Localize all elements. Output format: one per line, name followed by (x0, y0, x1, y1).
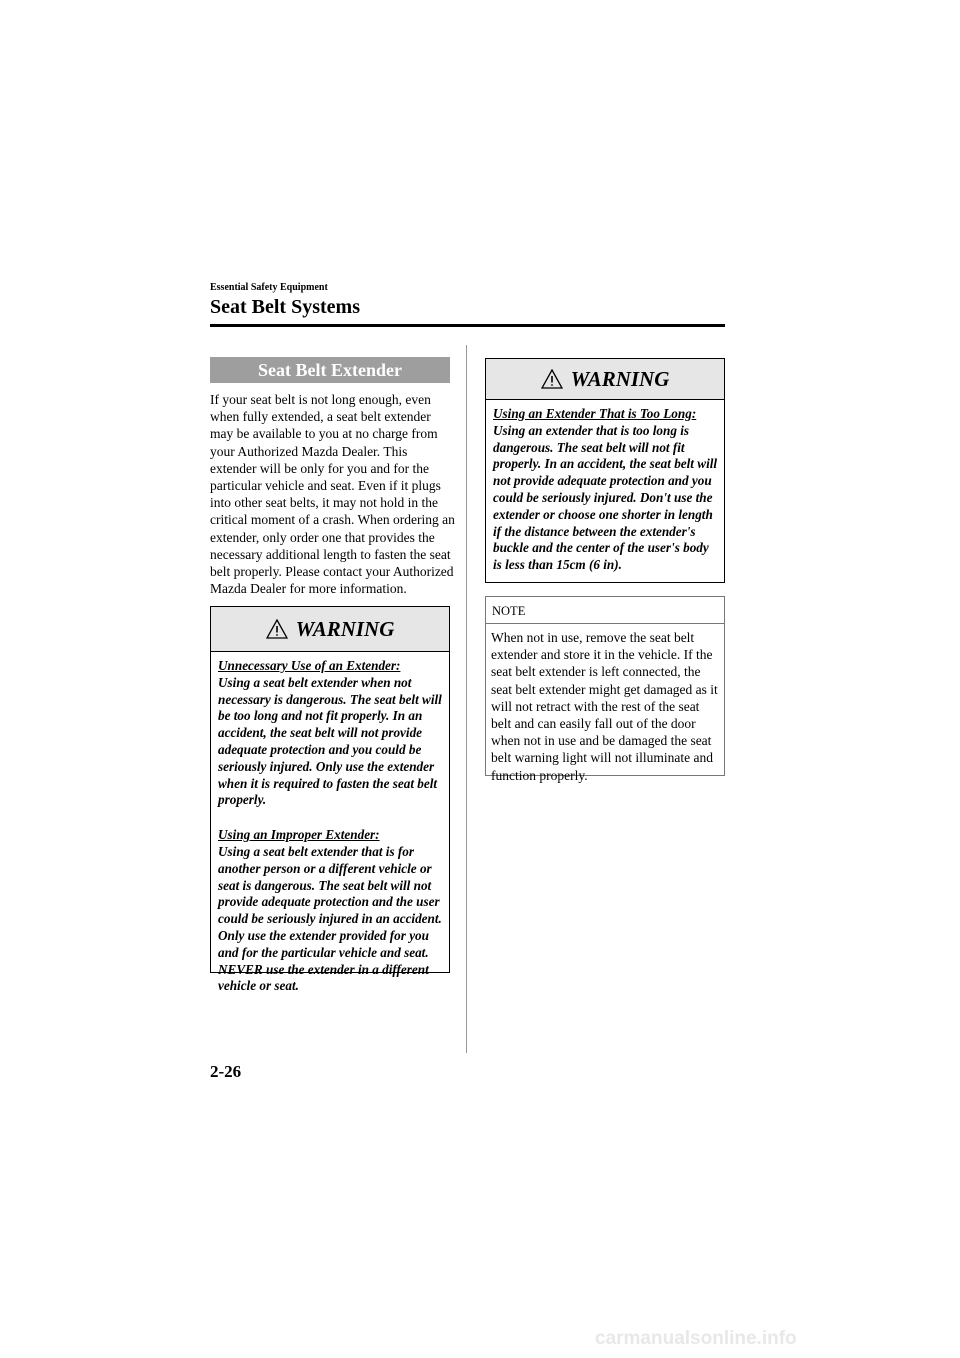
warning-box-extender-use (210, 606, 450, 994)
warning-heading: WARNING (295, 616, 395, 641)
note-box (485, 596, 725, 783)
warning-item-title: Using an Extender That is Too Long: (493, 406, 697, 421)
warning-body (486, 400, 724, 580)
warning-body (211, 652, 449, 1001)
warning-header (211, 607, 449, 652)
header-rule (210, 324, 725, 327)
watermark: carmanualsonline.info (595, 1328, 797, 1349)
warning-item-title: Using an Improper Extender: (218, 827, 380, 843)
warning-triangle-icon (541, 369, 563, 389)
warning-box-extender-too-long (485, 358, 725, 583)
warning-heading: WARNING (570, 366, 670, 391)
warning-triangle-icon (266, 619, 288, 639)
warning-item-text: Using a seat belt extender that is for another person or a different vehicle or seat is dangerous. The seat belt will not provide adequate protection and the user could be seriously injured in an accident. Only use the extender provided for you and for the particular vehicle and seat. NEVER use the extender in a different vehicle or seat. (218, 843, 442, 994)
page-number: 2-26 (210, 1062, 242, 1081)
section-label: Essential Safety Equipment (210, 282, 328, 293)
page-title: Seat Belt Systems (210, 296, 360, 318)
warning-item (218, 827, 443, 995)
note-text: When not in use, remove the seat belt extender and store it in the vehicle. If the seat belt extender is left connected, the seat belt extender might get damaged as it will not retract with the rest of the seat belt and can easily fall out of the door when not in use and be damaged the seat belt warning light will not illuminate and function properly. (491, 630, 718, 783)
column-divider (466, 345, 467, 1053)
warning-item-text: Using an extender that is too long is dangerous. The seat belt will not fit properly. In an accident, the seat belt will not provide adequate protection and you could be seriously injured. Don't use the extender or choose one shorter in length if the distance between the extender's buckle and the center of the user's body is less than 15cm (6 in). (493, 422, 718, 573)
section-banner: Seat Belt Extender (210, 357, 450, 383)
warning-item (493, 406, 718, 574)
warning-item (218, 658, 443, 809)
note-heading: NOTE (486, 597, 724, 624)
warning-item-text: Using a seat belt extender when not necessary is dangerous. The seat belt will be too long and not fit properly. In an accident, the seat belt will not provide adequate protection and you could be seriously injured. Only use the extender when it is required to fasten the seat belt properly. (218, 674, 442, 808)
intro-paragraph: If your seat belt is not long enough, even when fully extended, a seat belt extender may be available to you at no charge from your Authorized Mazda Dealer. This extender will be only for you and for the particular vehicle and seat. Even if it plugs into other seat belts, it may not hold in the critical moment of a crash. When ordering an extender, only order one that provides the necessary additional length to fasten the seat belt properly. Please contact your Authorized Mazda Dealer for more information. (210, 392, 455, 597)
warning-header (486, 359, 724, 400)
warning-item-title: Unnecessary Use of an Extender: (218, 658, 401, 673)
